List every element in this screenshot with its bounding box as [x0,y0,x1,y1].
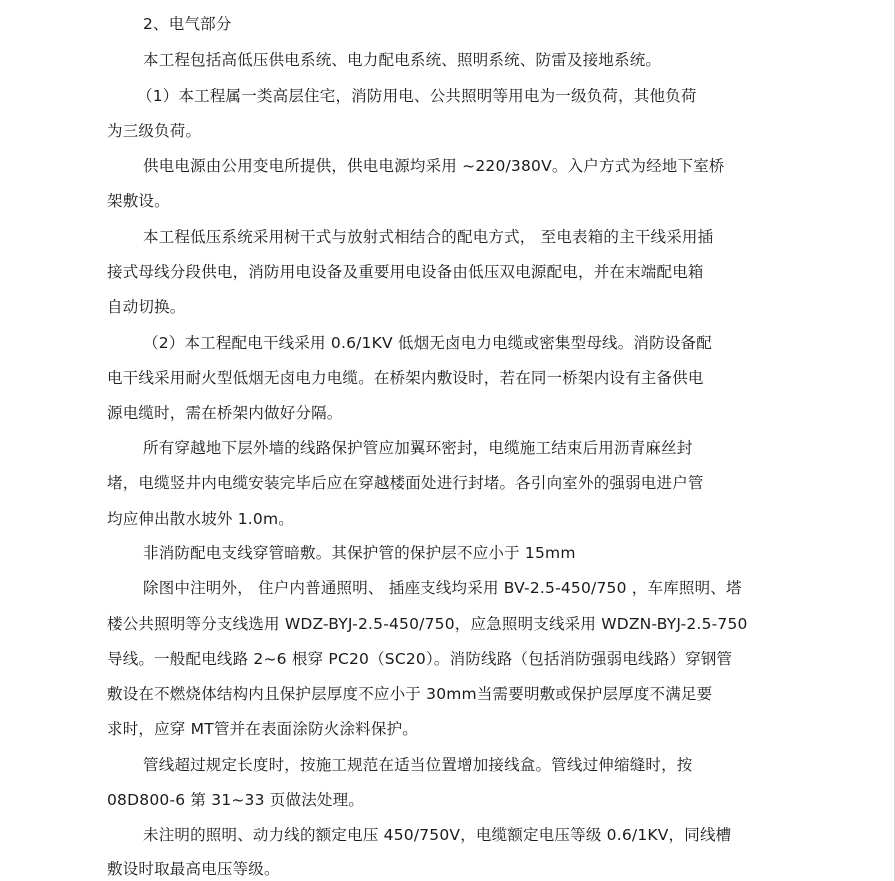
paragraph-line: （2）本工程配电干线采用 0.6/1KV 低烟无卤电力电缆或密集型母线。消防设备配 [143,334,712,352]
paragraph-line: 供电电源由公用变电所提供，供电电源均采用 ~220/380V。入户方式为经地下室桥 [143,157,725,175]
paragraph-line: 均应伸出散水坡外 1.0m。 [107,510,294,528]
paragraph-line: 本工程低压系统采用树干式与放射式相结合的配电方式， 至电表箱的主干线采用插 [143,228,714,246]
paragraph-line: 未注明的照明、动力线的额定电压 450/750V，电缆额定电压等级 0.6/1KV，同线槽 [143,826,732,844]
paragraph-line: 除图中注明外， 住户内普通照明、 插座支线均采用 BV-2.5-450/750 ，车库照明、塔 [143,579,742,597]
paragraph-line: 08D800-6 第 31~33 页做法处理。 [107,791,365,809]
paragraph-line: 所有穿越地下层外墙的线路保护管应加翼环密封，电缆施工结束后用沥青麻丝封 [143,439,693,457]
paragraph-line: 非消防配电支线穿管暗敷。其保护管的保护层不应小于 15mm [143,544,576,562]
paragraph-line: 管线超过规定长度时，按施工规范在适当位置增加接线盒。管线过伸缩缝时，按 [143,756,693,774]
paragraph-line: 接式母线分段供电，消防用电设备及重要用电设备由低压双电源配电，并在末端配电箱 [107,263,704,281]
paragraph-line: （1）本工程属一类高层住宅，消防用电、公共照明等用电为一级负荷，其他负荷 [137,87,697,105]
paragraph-line: 架敷设。 [107,192,170,210]
paragraph-line: 为三级负荷。 [107,122,202,140]
paragraph-line: 楼公共照明等分支线选用 WDZ-BYJ-2.5-450/750，应急照明支线采用 WDZN-BYJ-2.5-750 [107,615,748,633]
paragraph-line: 敷设在不燃烧体结构内且保护层厚度不应小于 30mm当需要明敷或保护层厚度不满足要 [107,685,713,703]
paragraph-line: 源电缆时，需在桥架内做好分隔。 [107,404,343,422]
paragraph-line: 电干线采用耐火型低烟无卤电力电缆。在桥架内敷设时，若在同一桥架内设有主备供电 [107,369,704,387]
paragraph-line: 堵，电缆竖井内电缆安装完毕后应在穿越楼面处进行封堵。各引向室外的强弱电进户管 [107,474,704,492]
paragraph-line: 本工程包括高低压供电系统、电力配电系统、照明系统、防雷及接地系统。 [143,51,662,69]
paragraph-line: 自动切换。 [107,298,186,316]
paragraph-line: 敷设时取最高电压等级。 [107,860,280,878]
section-heading: 2、电气部分 [143,15,232,33]
paragraph-line: 求时，应穿 MT管并在表面涂防火涂料保护。 [107,720,418,738]
paragraph-line: 导线。一般配电线路 2~6 根穿 PC20（SC20）。消防线路（包括消防强弱电线路）穿钢管 [107,650,733,668]
